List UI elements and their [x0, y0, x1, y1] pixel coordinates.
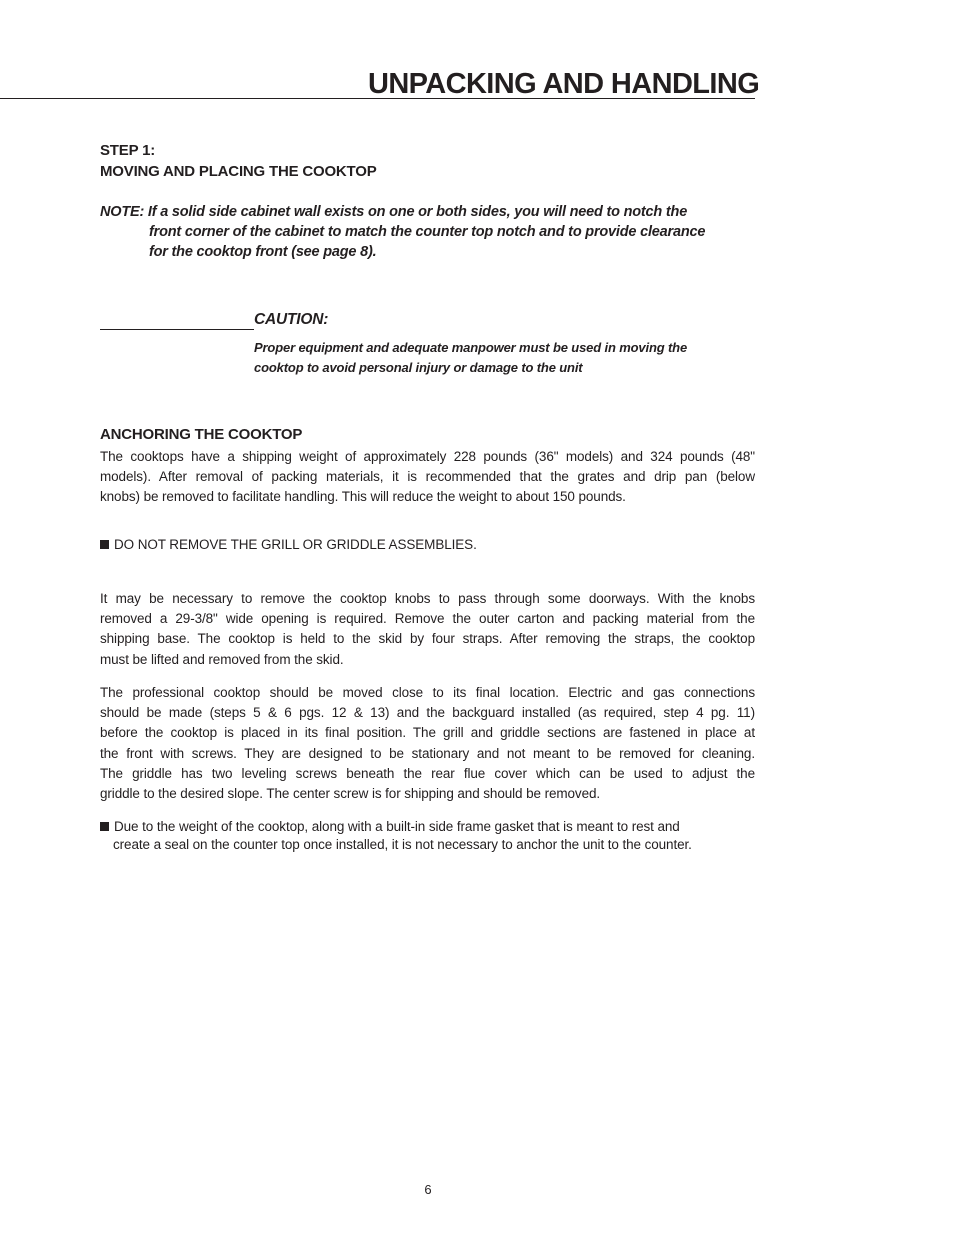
placement-paragraph [100, 683, 755, 804]
caution-rule [100, 329, 254, 330]
step-title: MOVING AND PLACING THE COOKTOP [100, 163, 377, 180]
bullet-line [100, 818, 760, 836]
paragraph-line: removed a 29-3/8" wide opening is required. Remove the outer carton and packing material from the [100, 611, 755, 627]
paragraph-line: models). After removal of packing materials, it is recommended that the grates and drip pan (below [100, 469, 755, 485]
bullet-text: DO NOT REMOVE THE GRILL OR GRIDDLE ASSEMBLIES. [114, 537, 477, 552]
paragraph-line: griddle to the desired slope. The center screw is for shipping and should be removed. [100, 786, 601, 802]
paragraph-line: The professional cooktop should be moved close to its final location. Electric and gas connections [100, 685, 755, 700]
note-line: for the cooktop front (see page 8). [149, 244, 377, 260]
paragraph-line: the front with screws. They are designed to be stationary and not meant to be removed for cleaning. [100, 745, 755, 761]
title-rule [0, 98, 755, 99]
caution-text [254, 338, 754, 378]
caution-line: Proper equipment and adequate manpower must be used in moving the [254, 340, 688, 355]
paragraph-line: knobs) be removed to facilitate handling. This will reduce the weight to about 150 pounds. [100, 489, 626, 505]
page-number: 6 [424, 1182, 432, 1197]
anchoring-heading: ANCHORING THE COOKTOP [100, 426, 303, 443]
paragraph-line: The cooktops have a shipping weight of approximately 228 pounds (36" models) and 324 pounds (48" [100, 449, 755, 464]
paragraph-line: before the cooktop is placed in its final position. The grill and griddle sections are fastened in place at [100, 725, 755, 741]
paragraph-line: It may be necessary to remove the cooktop knobs to pass through some doorways. With the knobs [100, 591, 755, 606]
note-block [100, 202, 760, 262]
square-bullet-icon [100, 822, 109, 831]
bullet-text: Due to the weight of the cooktop, along with a built-in side frame gasket that is meant to rest and [114, 819, 680, 834]
step-heading [100, 140, 377, 182]
bullet-line: create a seal on the counter top once installed, it is not necessary to anchor the unit to the counter. [113, 837, 692, 852]
paragraph-line: shipping base. The cooktop is held to the skid by four straps. After removing the straps, the cooktop [100, 631, 755, 647]
square-bullet-icon [100, 540, 109, 549]
paragraph-line: should be made (steps 5 & 6 pgs. 12 & 13) and the backguard installed (as required, step 4 pg. 11) [100, 705, 755, 721]
bullet-item [100, 818, 760, 854]
paragraph-line: The griddle has two leveling screws beneath the rear flue cover which can be used to adjust the [100, 765, 755, 781]
bullet-item [100, 536, 477, 554]
note-line: NOTE: If a solid side cabinet wall exists on one or both sides, you will need to notch the [100, 204, 688, 220]
note-line: front corner of the cabinet to match the counter top notch and to provide clearance [149, 224, 706, 240]
step-label: STEP 1: [100, 142, 156, 159]
page-title: UNPACKING AND HANDLING [368, 68, 760, 100]
doorway-paragraph [100, 589, 755, 670]
caution-line: cooktop to avoid personal injury or damage to the unit [254, 360, 583, 375]
caution-label: CAUTION: [254, 311, 329, 328]
shipping-weight-paragraph [100, 447, 755, 508]
paragraph-line: must be lifted and removed from the skid. [100, 651, 344, 667]
